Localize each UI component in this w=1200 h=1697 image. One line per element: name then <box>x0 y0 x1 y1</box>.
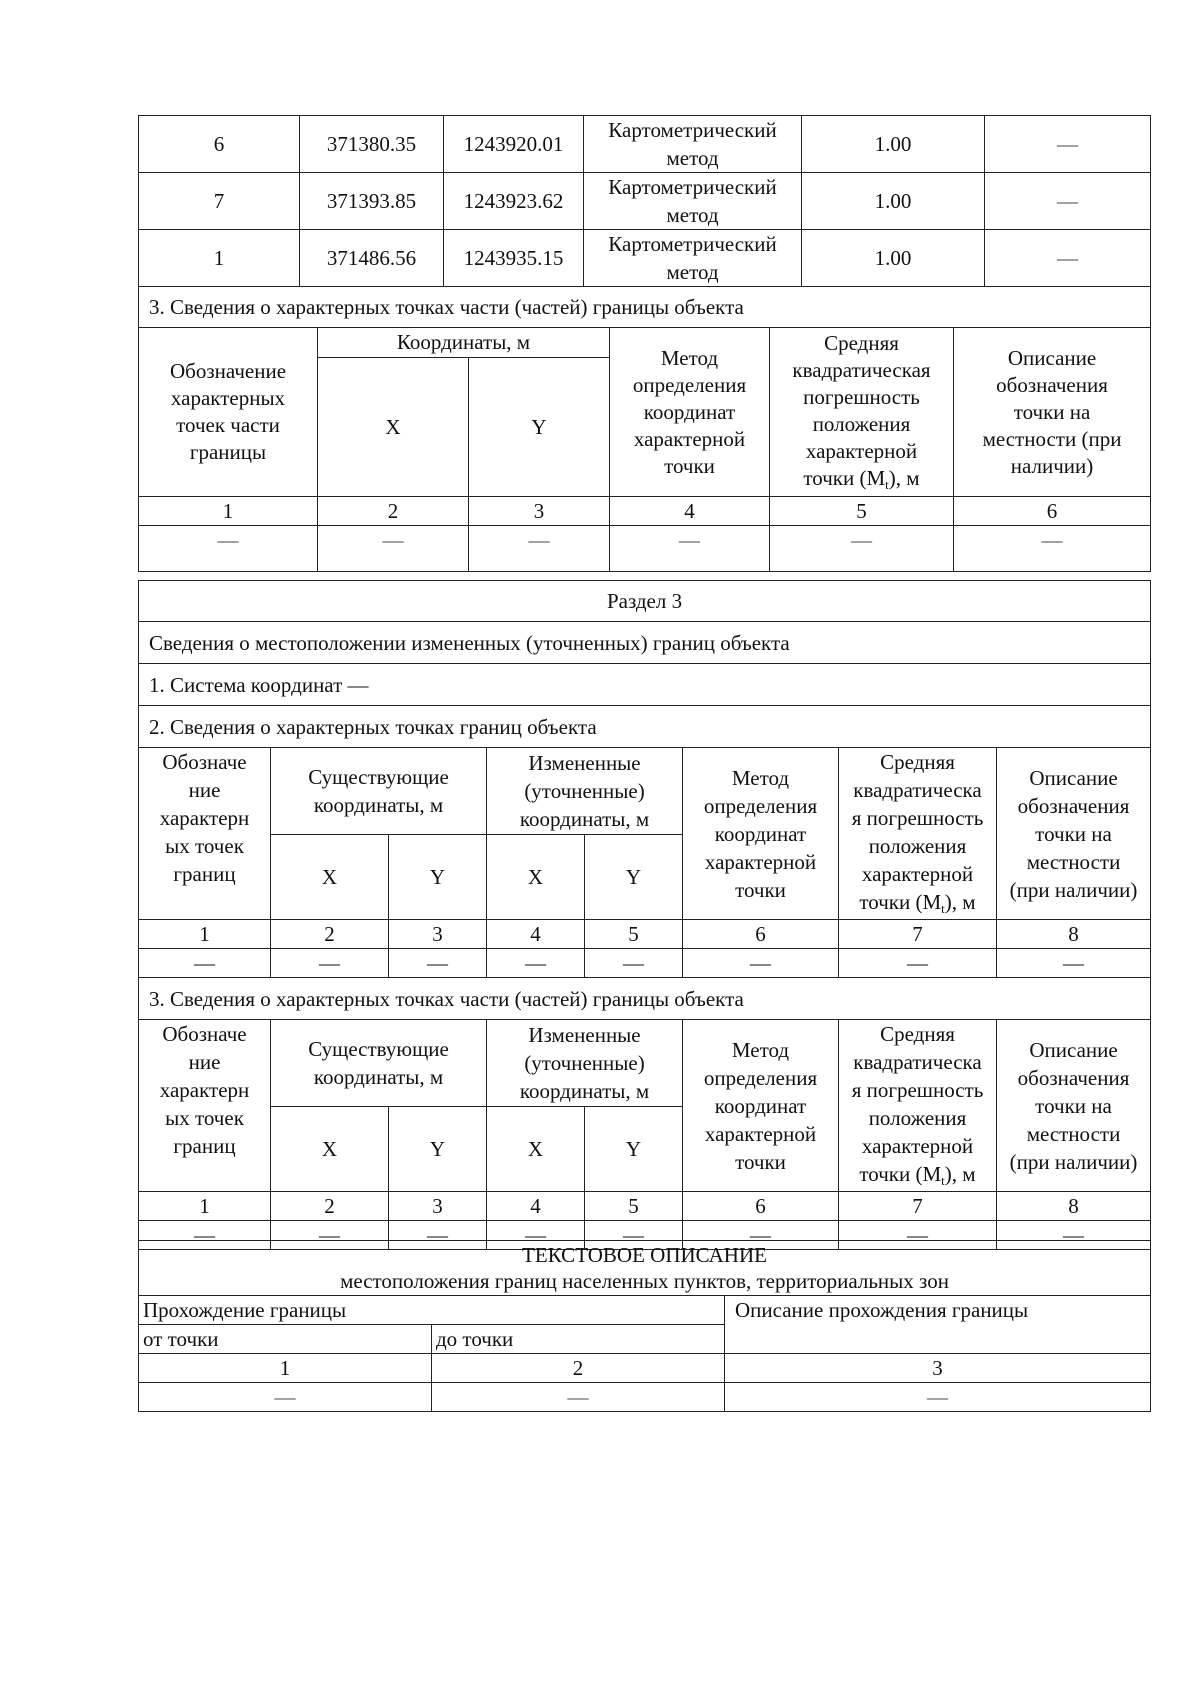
text-description-table <box>138 1240 1151 1412</box>
column-numbers-row <box>139 920 1151 949</box>
empty-cell: — <box>271 949 389 978</box>
column-number: 8 <box>997 920 1151 949</box>
column-number: 4 <box>610 497 770 526</box>
column-number: 5 <box>585 920 683 949</box>
column-number: 5 <box>770 497 954 526</box>
column-numbers-row <box>139 1354 1151 1383</box>
column-number: 1 <box>139 1354 432 1383</box>
accuracy-header: Средняя квадратическа я погрешность положения характерной точки $(M_t)$, м <box>839 1020 997 1192</box>
description-header: Описание обозначения точки на местности (при наличии) <box>954 328 1151 497</box>
existing-x-header: X <box>271 834 389 920</box>
existing-x-header: X <box>271 1106 389 1192</box>
passage-header: Прохождение границы <box>139 1296 725 1325</box>
empty-cell: — <box>389 949 487 978</box>
changed-coords-header: Измененные (уточненные) координаты, м <box>487 1020 683 1107</box>
empty-cell: — <box>271 1221 389 1250</box>
coord-x: 371393.85 <box>300 173 444 230</box>
description-cell: — <box>985 230 1151 287</box>
column-number: 5 <box>585 1192 683 1221</box>
empty-cell: — <box>954 526 1151 572</box>
column-number: 2 <box>271 1192 389 1221</box>
column-number: 7 <box>839 1192 997 1221</box>
empty-cell: — <box>432 1383 725 1412</box>
table-row <box>139 949 1151 978</box>
coord-x: 371486.56 <box>300 230 444 287</box>
changed-y-header: Y <box>585 834 683 920</box>
existing-coords-header: Существующие координаты, м <box>271 748 487 835</box>
method-cell: Картометрический метод <box>584 116 802 173</box>
column-number: 6 <box>683 920 839 949</box>
column-number: 2 <box>432 1354 725 1383</box>
point-number: 6 <box>139 116 300 173</box>
point-number: 1 <box>139 230 300 287</box>
column-number: 3 <box>389 1192 487 1221</box>
empty-cell: — <box>683 1221 839 1250</box>
coordinate-system: 1. Система координат — <box>139 664 1151 706</box>
empty-cell: — <box>683 949 839 978</box>
column-number: 4 <box>487 1192 585 1221</box>
part-section-title: 3. Сведения о характерных точках части (частей) границы объекта <box>139 978 1151 1020</box>
column-number: 6 <box>954 497 1151 526</box>
designation-header: Обозначение характерных точек части границы <box>139 328 318 497</box>
column-number: 2 <box>318 497 469 526</box>
table-row <box>139 173 1151 230</box>
column-number: 1 <box>139 1192 271 1221</box>
column-number: 3 <box>469 497 610 526</box>
coord-y: 1243923.62 <box>444 173 584 230</box>
changed-x-header: X <box>487 834 585 920</box>
column-number: 1 <box>139 920 271 949</box>
from-point-header: от точки <box>139 1325 432 1354</box>
column-numbers-row <box>139 1192 1151 1221</box>
column-number: 7 <box>839 920 997 949</box>
empty-cell: — <box>318 526 469 572</box>
existing-y-header: Y <box>389 834 487 920</box>
empty-cell: — <box>389 1221 487 1250</box>
to-point-header: до точки <box>432 1325 725 1354</box>
designation-header: Обозначе ние характерн ых точек границ <box>139 1020 271 1192</box>
empty-cell: — <box>997 949 1151 978</box>
accuracy-cell: 1.00 <box>802 116 985 173</box>
column-number: 3 <box>389 920 487 949</box>
description-cell: — <box>985 116 1151 173</box>
empty-cell: — <box>725 1383 1151 1412</box>
section-title: Раздел 3 <box>139 581 1151 622</box>
method-header: Метод определения координат характерной точки <box>683 748 839 920</box>
coord-y: 1243935.15 <box>444 230 584 287</box>
accuracy-cell: 1.00 <box>802 173 985 230</box>
column-number: 8 <box>997 1192 1151 1221</box>
accuracy-header: Средняя квадратическая погрешность положения характерной точки $(M_t)$, м <box>770 328 954 497</box>
accuracy-cell: 1.00 <box>802 230 985 287</box>
empty-cell: — <box>139 526 318 572</box>
empty-cell: — <box>487 1221 585 1250</box>
table-row <box>139 1383 1151 1412</box>
changed-x-header: X <box>487 1106 585 1192</box>
empty-cell: — <box>839 949 997 978</box>
coord-x: 371380.35 <box>300 116 444 173</box>
empty-cell: — <box>839 1221 997 1250</box>
point-number: 7 <box>139 173 300 230</box>
table-row <box>139 526 1151 572</box>
empty-cell: — <box>487 949 585 978</box>
empty-cell: — <box>469 526 610 572</box>
column-number: 1 <box>139 497 318 526</box>
column-number: 2 <box>271 920 389 949</box>
coords-header: Координаты, м <box>318 328 610 358</box>
column-numbers-row <box>139 497 1151 526</box>
empty-cell: — <box>997 1221 1151 1250</box>
table-row <box>139 230 1151 287</box>
table-row <box>139 116 1151 173</box>
method-header: Метод определения координат характерной точки <box>683 1020 839 1192</box>
part-section-title: 3. Сведения о характерных точках части (частей) границы объекта <box>139 287 1151 328</box>
accuracy-header: Средняя квадратическа я погрешность положения характерной точки $(M_t)$, м <box>839 748 997 920</box>
column-number: 6 <box>683 1192 839 1221</box>
coordinates-table-tail <box>138 115 1151 287</box>
text-description-header <box>139 1241 1151 1296</box>
empty-cell: — <box>770 526 954 572</box>
y-header: Y <box>469 358 610 497</box>
text-description-title: ТЕКСТОВОЕ ОПИСАНИЕ <box>522 1243 767 1267</box>
column-number: 3 <box>725 1354 1151 1383</box>
method-cell: Картометрический метод <box>584 173 802 230</box>
method-cell: Картометрический метод <box>584 230 802 287</box>
changed-coords-header: Измененные (уточненные) координаты, м <box>487 748 683 835</box>
existing-y-header: Y <box>389 1106 487 1192</box>
text-description-subtitle: местоположения границ населенных пунктов, территориальных зон <box>340 1269 949 1293</box>
designation-header: Обозначе ние характерн ых точек границ <box>139 748 271 920</box>
empty-cell: — <box>139 949 271 978</box>
empty-cell: — <box>585 949 683 978</box>
description-header: Описание обозначения точки на местности (при наличии) <box>997 1020 1151 1192</box>
empty-cell: — <box>610 526 770 572</box>
changed-y-header: Y <box>585 1106 683 1192</box>
empty-cell: — <box>139 1221 271 1250</box>
existing-coords-header: Существующие координаты, м <box>271 1020 487 1107</box>
section3-table <box>138 580 1151 1250</box>
column-number: 4 <box>487 920 585 949</box>
description-header: Описание обозначения точки на местности (при наличии) <box>997 748 1151 920</box>
points-section-title: 2. Сведения о характерных точках границ объекта <box>139 706 1151 748</box>
coord-y: 1243920.01 <box>444 116 584 173</box>
passage-description-header: Описание прохождения границы <box>725 1296 1151 1354</box>
method-header: Метод определения координат характерной точки <box>610 328 770 497</box>
empty-cell: — <box>139 1383 432 1412</box>
description-cell: — <box>985 173 1151 230</box>
part-points-table <box>138 286 1151 572</box>
x-header: X <box>318 358 469 497</box>
section-subtitle: Сведения о местоположении измененных (уточненных) границ объекта <box>139 622 1151 664</box>
empty-cell: — <box>585 1221 683 1250</box>
